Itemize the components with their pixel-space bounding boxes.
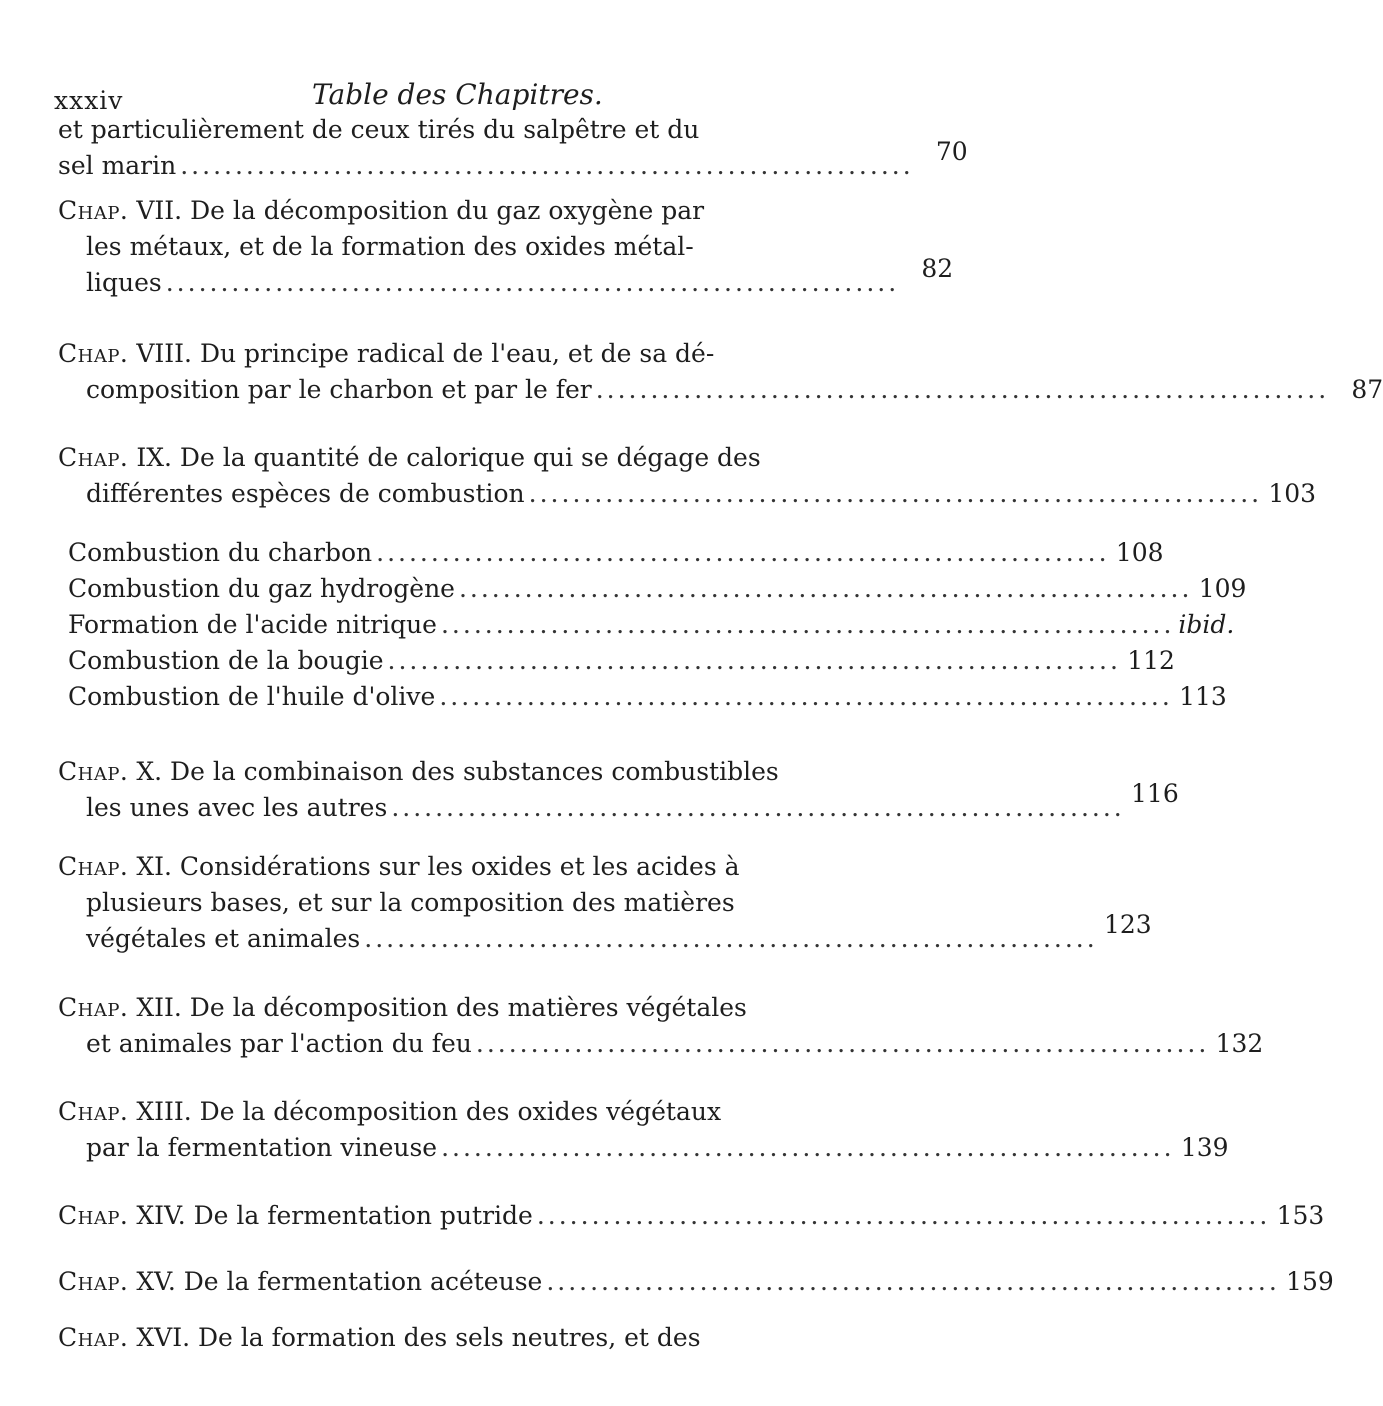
entry-text: Combustion du charbon bbox=[68, 538, 373, 567]
entry-text: sel marin bbox=[58, 151, 177, 180]
leader-dots: ................................................................... bbox=[546, 1267, 1280, 1296]
toc-entry-chapter-14 bbox=[58, 1198, 1325, 1234]
chapter-number: VII. bbox=[136, 196, 183, 225]
entry-line bbox=[58, 440, 761, 476]
chapter-label: Chap. bbox=[58, 1201, 129, 1230]
chapter-label: Chap. bbox=[58, 1323, 129, 1352]
entry-text: par la fermentation vineuse bbox=[86, 1133, 438, 1162]
leader-dots: ................................................................... bbox=[391, 793, 1125, 822]
entry-line bbox=[58, 254, 954, 301]
page-ref: 116 bbox=[1131, 779, 1179, 808]
running-title: Table des Chapitres. bbox=[312, 78, 603, 111]
entry-text: Du principe radical de l'eau, et de sa dé- bbox=[199, 339, 715, 368]
entry-title: De la fermentation putride bbox=[193, 1201, 533, 1230]
leader-dots: ................................................................... bbox=[528, 479, 1263, 508]
entry-text bbox=[58, 1264, 542, 1300]
entry-text: De la combinaison des substances combustibles bbox=[170, 757, 779, 786]
chapter-number: XVI. bbox=[136, 1323, 191, 1352]
chapter-label: Chap. bbox=[58, 852, 129, 881]
leader-dots: ................................................................... bbox=[536, 1201, 1271, 1230]
leader-dots: ................................................................... bbox=[376, 538, 1110, 567]
entry-line: les métaux, et de la formation des oxides métal- bbox=[86, 232, 694, 261]
entry-text: Combustion du gaz hydrogène bbox=[68, 574, 455, 603]
page-ref: 153 bbox=[1276, 1201, 1325, 1230]
toc-entry-chapter-11 bbox=[58, 849, 1152, 957]
entry-text: les unes avec les autres bbox=[86, 793, 388, 822]
entry-line bbox=[58, 1094, 750, 1130]
toc-entry-chapter-13 bbox=[58, 1094, 1229, 1166]
page-ref: 123 bbox=[1103, 910, 1152, 939]
entry-text: De la décomposition des oxides végétaux bbox=[199, 1097, 722, 1126]
entry-text: Combustion de la bougie bbox=[68, 646, 384, 675]
entry-line bbox=[58, 1026, 1264, 1062]
entry-line bbox=[58, 910, 1152, 957]
leader-dots: ................................................................... bbox=[595, 375, 1330, 404]
chapter-number: XV. bbox=[136, 1267, 176, 1296]
entry-line bbox=[58, 1264, 1334, 1300]
page-ref: 103 bbox=[1268, 479, 1317, 508]
chapter-label: Chap. bbox=[58, 1097, 129, 1126]
entry-text: De la décomposition des matières végétales bbox=[189, 993, 747, 1022]
sub-entry bbox=[68, 536, 1164, 572]
entry-line: et particulièrement de ceux tirés du salpêtre et du bbox=[58, 115, 700, 144]
page-ref: 113 bbox=[1179, 682, 1227, 711]
leader-dots: ................................................................... bbox=[387, 646, 1121, 675]
leader-dots: ................................................................... bbox=[180, 151, 914, 180]
chapter-number: XI. bbox=[136, 852, 172, 881]
leader-dots: ................................................................... bbox=[440, 610, 1175, 639]
entry-line bbox=[58, 754, 779, 790]
toc-entry-chapter-16 bbox=[58, 1320, 750, 1356]
page-ref: 132 bbox=[1215, 1029, 1264, 1058]
entry-line bbox=[58, 476, 1317, 512]
entry-line bbox=[58, 336, 750, 372]
entry-line bbox=[58, 1320, 750, 1356]
page-ref: 112 bbox=[1127, 646, 1175, 675]
chapter-label: Chap. bbox=[58, 339, 129, 368]
toc-entry-chapter-12 bbox=[58, 990, 1264, 1062]
entry-line bbox=[58, 1130, 1229, 1166]
entry-line bbox=[58, 990, 750, 1026]
sub-entry-list bbox=[68, 536, 1247, 716]
chapter-number: X. bbox=[136, 757, 163, 786]
toc-entry-chapter-9 bbox=[58, 440, 1317, 512]
chapter-number: XIV. bbox=[136, 1201, 186, 1230]
entry-text: Considérations sur les oxides et les acides à bbox=[179, 852, 740, 881]
page-ref: 109 bbox=[1198, 574, 1247, 603]
chapter-label: Chap. bbox=[58, 993, 129, 1022]
entry-text: composition par le charbon et par le fer bbox=[86, 375, 592, 404]
entry-text: végétales et animales bbox=[86, 924, 361, 953]
page-ref: ibid. bbox=[1178, 610, 1235, 639]
leader-dots: ................................................................... bbox=[458, 574, 1193, 603]
chapter-label: Chap. bbox=[58, 443, 129, 472]
entry-line bbox=[58, 1198, 1325, 1234]
chapter-number: XII. bbox=[136, 993, 182, 1022]
entry-text bbox=[58, 1198, 533, 1234]
chapter-number: IX. bbox=[136, 443, 172, 472]
entry-text: Combustion de l'huile d'olive bbox=[68, 682, 436, 711]
entry-line bbox=[58, 779, 1179, 826]
entry-line bbox=[58, 849, 750, 885]
chapter-label: Chap. bbox=[58, 1267, 129, 1296]
sub-entry bbox=[68, 680, 1227, 716]
entry-text: De la quantité de calorique qui se dégage des bbox=[179, 443, 761, 472]
page-ref: 159 bbox=[1286, 1267, 1334, 1296]
chapter-label: Chap. bbox=[58, 757, 129, 786]
entry-line bbox=[58, 372, 1383, 408]
toc-entry-chapter-8 bbox=[58, 336, 1383, 408]
sub-entry bbox=[68, 608, 1235, 644]
leader-dots: ................................................................... bbox=[364, 924, 1098, 953]
entry-text: De la décomposition du gaz oxygène par bbox=[190, 196, 705, 225]
page-ref: 70 bbox=[935, 137, 968, 166]
page-number: xxxiv bbox=[54, 86, 124, 115]
page-ref: 139 bbox=[1180, 1133, 1229, 1162]
toc-entry-chapter-7 bbox=[58, 193, 954, 301]
page-ref: 82 bbox=[921, 254, 954, 283]
entry-text: différentes espèces de combustion bbox=[86, 479, 525, 508]
entry-line: plusieurs bases, et sur la composition des matières bbox=[86, 888, 735, 917]
chapter-number: XIII. bbox=[136, 1097, 192, 1126]
entry-text: De la formation des sels neutres, et des bbox=[197, 1323, 701, 1352]
sub-entry bbox=[68, 572, 1247, 608]
page-ref: 87 bbox=[1351, 375, 1383, 404]
toc-entry-chapter-15 bbox=[58, 1264, 1334, 1300]
leader-dots: ................................................................... bbox=[441, 1133, 1175, 1162]
entry-text: liques bbox=[86, 268, 162, 297]
entry-text: Formation de l'acide nitrique bbox=[68, 610, 437, 639]
entry-title: De la fermentation acéteuse bbox=[183, 1267, 543, 1296]
entry-text: et animales par l'action du feu bbox=[86, 1029, 472, 1058]
entry-line bbox=[58, 193, 750, 229]
chapter-number: VIII. bbox=[136, 339, 192, 368]
leader-dots: ................................................................... bbox=[165, 268, 900, 297]
leader-dots: ................................................................... bbox=[475, 1029, 1210, 1058]
entry-line bbox=[58, 137, 968, 184]
toc-entry-continuation bbox=[58, 112, 968, 184]
page-ref: 108 bbox=[1115, 538, 1164, 567]
leader-dots: ................................................................... bbox=[439, 682, 1173, 711]
sub-entry bbox=[68, 644, 1175, 680]
chapter-label: Chap. bbox=[58, 196, 129, 225]
toc-entry-chapter-10 bbox=[58, 754, 1179, 826]
